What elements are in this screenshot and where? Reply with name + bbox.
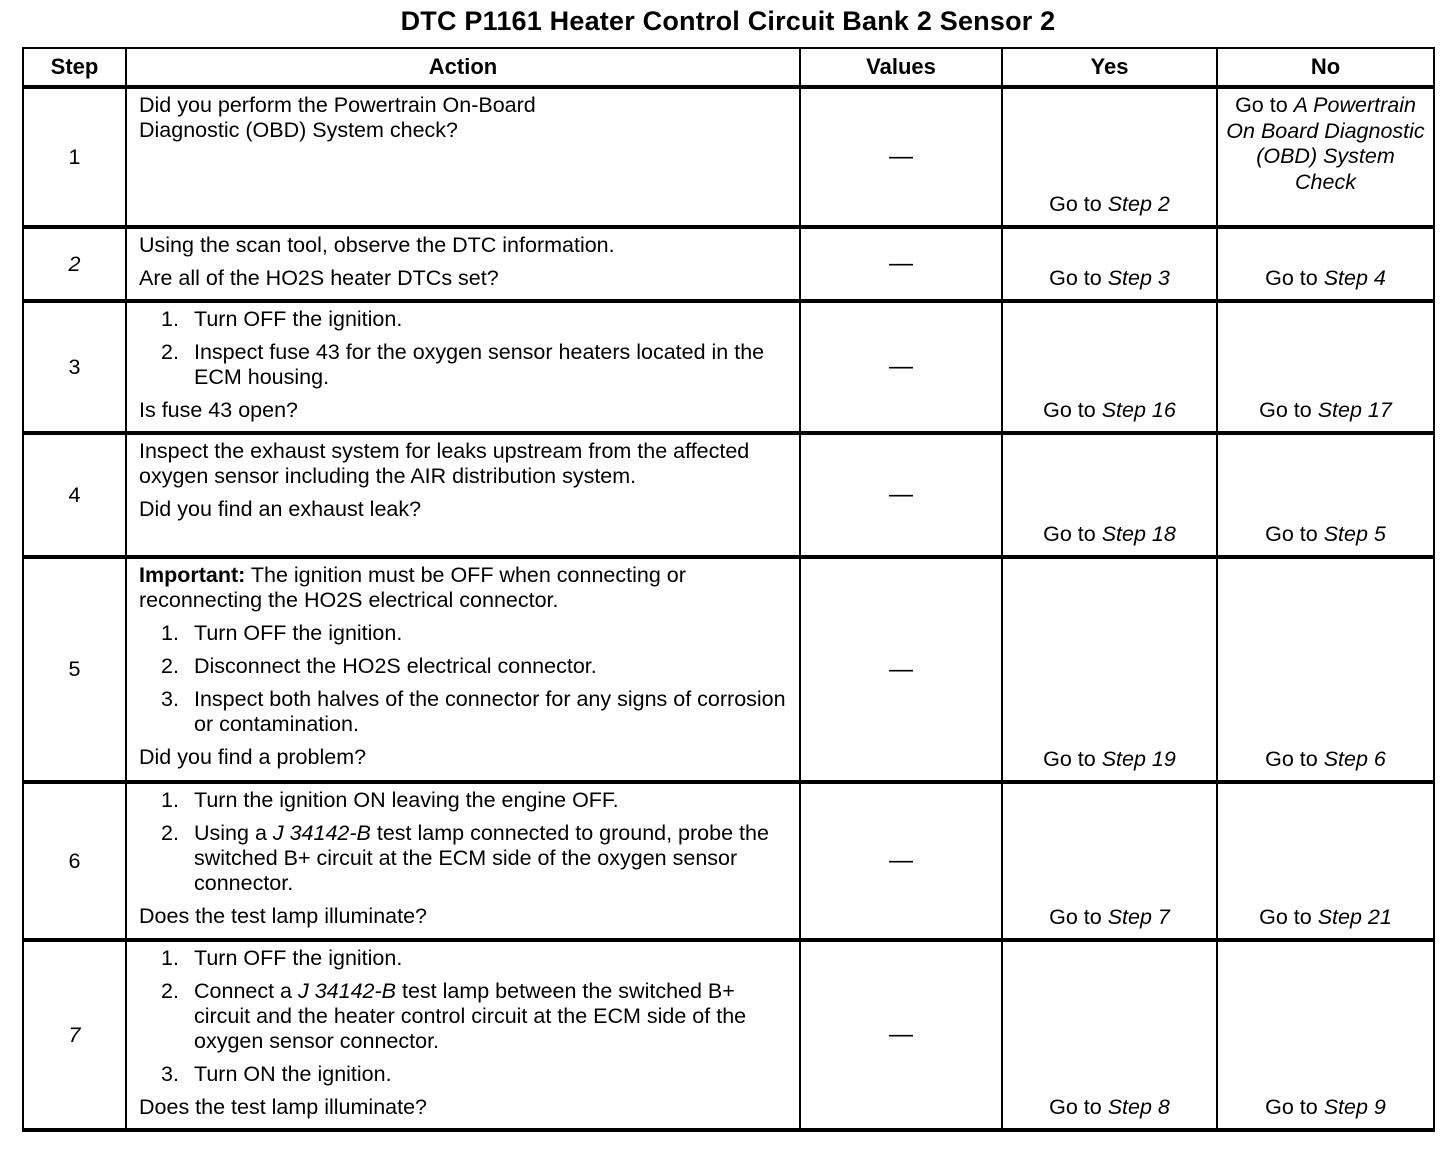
yes-cell (1002, 782, 1217, 940)
action-text: Using the scan tool, observe the DTC information. (139, 233, 615, 257)
procedure-step: 3. Turn ON the ignition. (161, 1062, 392, 1086)
table-row (23, 87, 1434, 227)
yes-cell (1002, 301, 1217, 433)
goto-step-link[interactable]: Step 2 (1107, 192, 1170, 216)
action-question: Did you find a problem? (139, 745, 367, 769)
goto-prefix: Go to (1265, 522, 1318, 546)
goto-prefix: Go to (1235, 93, 1288, 117)
yes-cell (1002, 940, 1217, 1130)
goto-prefix: Go to (1259, 905, 1312, 929)
no-cell (1217, 301, 1434, 433)
goto-step-link[interactable]: Step 5 (1323, 522, 1386, 546)
goto-prefix: Go to (1259, 398, 1312, 422)
values-cell: — (800, 87, 1002, 227)
action-question: Is fuse 43 open? (139, 398, 298, 422)
goto-step-link[interactable]: Step 8 (1107, 1095, 1170, 1119)
no-cell (1217, 227, 1434, 301)
procedure-step: 3. Inspect both halves of the connector for any signs of corrosion or contamination. (161, 687, 786, 736)
goto-prefix: Go to (1265, 1095, 1318, 1119)
table-row (23, 227, 1434, 301)
values-cell: — (800, 301, 1002, 433)
goto-step-link[interactable]: Step 16 (1101, 398, 1176, 422)
step-number: 5 (23, 557, 126, 782)
action-cell (126, 433, 800, 557)
action-text: Inspect the exhaust system for leaks upstream from the affected oxygen sensor including the AIR distribution system. (139, 439, 750, 488)
procedure-step: 2. Inspect fuse 43 for the oxygen sensor heaters located in the ECM housing. (161, 340, 765, 389)
action-cell (126, 940, 800, 1130)
procedure-step: 2. Disconnect the HO2S electrical connector. (161, 654, 597, 678)
procedure-step: 1. Turn OFF the ignition. (161, 621, 403, 645)
action-cell (126, 227, 800, 301)
action-question: Does the test lamp illuminate? (139, 1095, 428, 1119)
values-cell: — (800, 227, 1002, 301)
header-action: Action (126, 48, 800, 87)
procedure-step: 1. Turn OFF the ignition. (161, 946, 403, 970)
step-number: 7 (23, 940, 126, 1130)
header-no: No (1217, 48, 1434, 87)
procedure-step: 1. Turn the ignition ON leaving the engine OFF. (161, 788, 619, 812)
header-step: Step (23, 48, 126, 87)
tool-reference: J 34142-B (297, 979, 396, 1003)
procedure-list (139, 788, 787, 896)
no-cell (1217, 940, 1434, 1130)
action-question: Does the test lamp illuminate? (139, 904, 428, 928)
values-cell: — (800, 782, 1002, 940)
goto-step-link[interactable]: Step 7 (1107, 905, 1170, 929)
no-cell (1217, 557, 1434, 782)
table-header-row (23, 48, 1434, 87)
step-number: 4 (23, 433, 126, 557)
page-title: DTC P1161 Heater Control Circuit Bank 2 Sensor 2 (400, 6, 1056, 36)
goto-prefix: Go to (1043, 522, 1096, 546)
no-cell (1217, 782, 1434, 940)
procedure-step: 1. Turn OFF the ignition. (161, 307, 403, 331)
yes-cell (1002, 87, 1217, 227)
yes-cell (1002, 227, 1217, 301)
diagnostic-table (22, 47, 1435, 1132)
no-cell (1217, 87, 1434, 227)
action-cell (126, 87, 800, 227)
goto-step-link[interactable]: Step 3 (1107, 266, 1170, 290)
goto-prefix: Go to (1049, 905, 1102, 929)
table-row (23, 940, 1434, 1130)
goto-prefix: Go to (1043, 398, 1096, 422)
important-label: Important: (139, 563, 246, 587)
goto-step-link[interactable]: Step 21 (1317, 905, 1392, 929)
no-cell (1217, 433, 1434, 557)
procedure-list (139, 621, 787, 737)
procedure-list (139, 946, 787, 1087)
table-row (23, 782, 1434, 940)
goto-prefix: Go to (1043, 747, 1096, 771)
header-yes: Yes (1002, 48, 1217, 87)
action-cell (126, 301, 800, 433)
action-question: Are all of the HO2S heater DTCs set? (139, 266, 499, 290)
step-number: 1 (23, 87, 126, 227)
goto-step-link[interactable]: Step 9 (1323, 1095, 1386, 1119)
step-number: 6 (23, 782, 126, 940)
table-row (23, 301, 1434, 433)
action-text: Did you perform the Powertrain On-Board Diagnostic (OBD) System check? (139, 93, 536, 142)
goto-step-link[interactable]: Step 17 (1317, 398, 1392, 422)
values-cell: — (800, 557, 1002, 782)
table-row (23, 433, 1434, 557)
values-cell: — (800, 940, 1002, 1130)
goto-prefix: Go to (1265, 747, 1318, 771)
procedure-step: 2. Using a J 34142-B test lamp connected to ground, probe the switched B+ circuit at the ECM side of the oxygen sensor connector. (161, 821, 769, 895)
procedure-step: 2. Connect a J 34142-B test lamp between the switched B+ circuit and the heater control circuit at the ECM side of the oxygen sensor connector. (161, 979, 747, 1053)
yes-cell (1002, 433, 1217, 557)
goto-check-link[interactable]: A Powertrain On Board Diagnostic (OBD) System Check (1226, 93, 1425, 194)
step-number: 3 (23, 301, 126, 433)
important-note: Important: The ignition must be OFF when connecting or reconnecting the HO2S electrical connector. (139, 563, 686, 612)
goto-step-link[interactable]: Step 19 (1101, 747, 1176, 771)
values-cell: — (800, 433, 1002, 557)
header-values: Values (800, 48, 1002, 87)
action-question: Did you find an exhaust leak? (139, 497, 422, 521)
tool-reference: J 34142-B (272, 821, 371, 845)
goto-step-link[interactable]: Step 6 (1323, 747, 1386, 771)
yes-cell (1002, 557, 1217, 782)
action-cell (126, 782, 800, 940)
goto-prefix: Go to (1049, 1095, 1102, 1119)
goto-prefix: Go to (1049, 266, 1102, 290)
procedure-list (139, 307, 787, 390)
goto-prefix: Go to (1049, 192, 1102, 216)
goto-step-link[interactable]: Step 18 (1101, 522, 1176, 546)
goto-prefix: Go to (1265, 266, 1318, 290)
step-number: 2 (23, 227, 126, 301)
table-row (23, 557, 1434, 782)
goto-step-link[interactable]: Step 4 (1323, 266, 1386, 290)
action-cell (126, 557, 800, 782)
